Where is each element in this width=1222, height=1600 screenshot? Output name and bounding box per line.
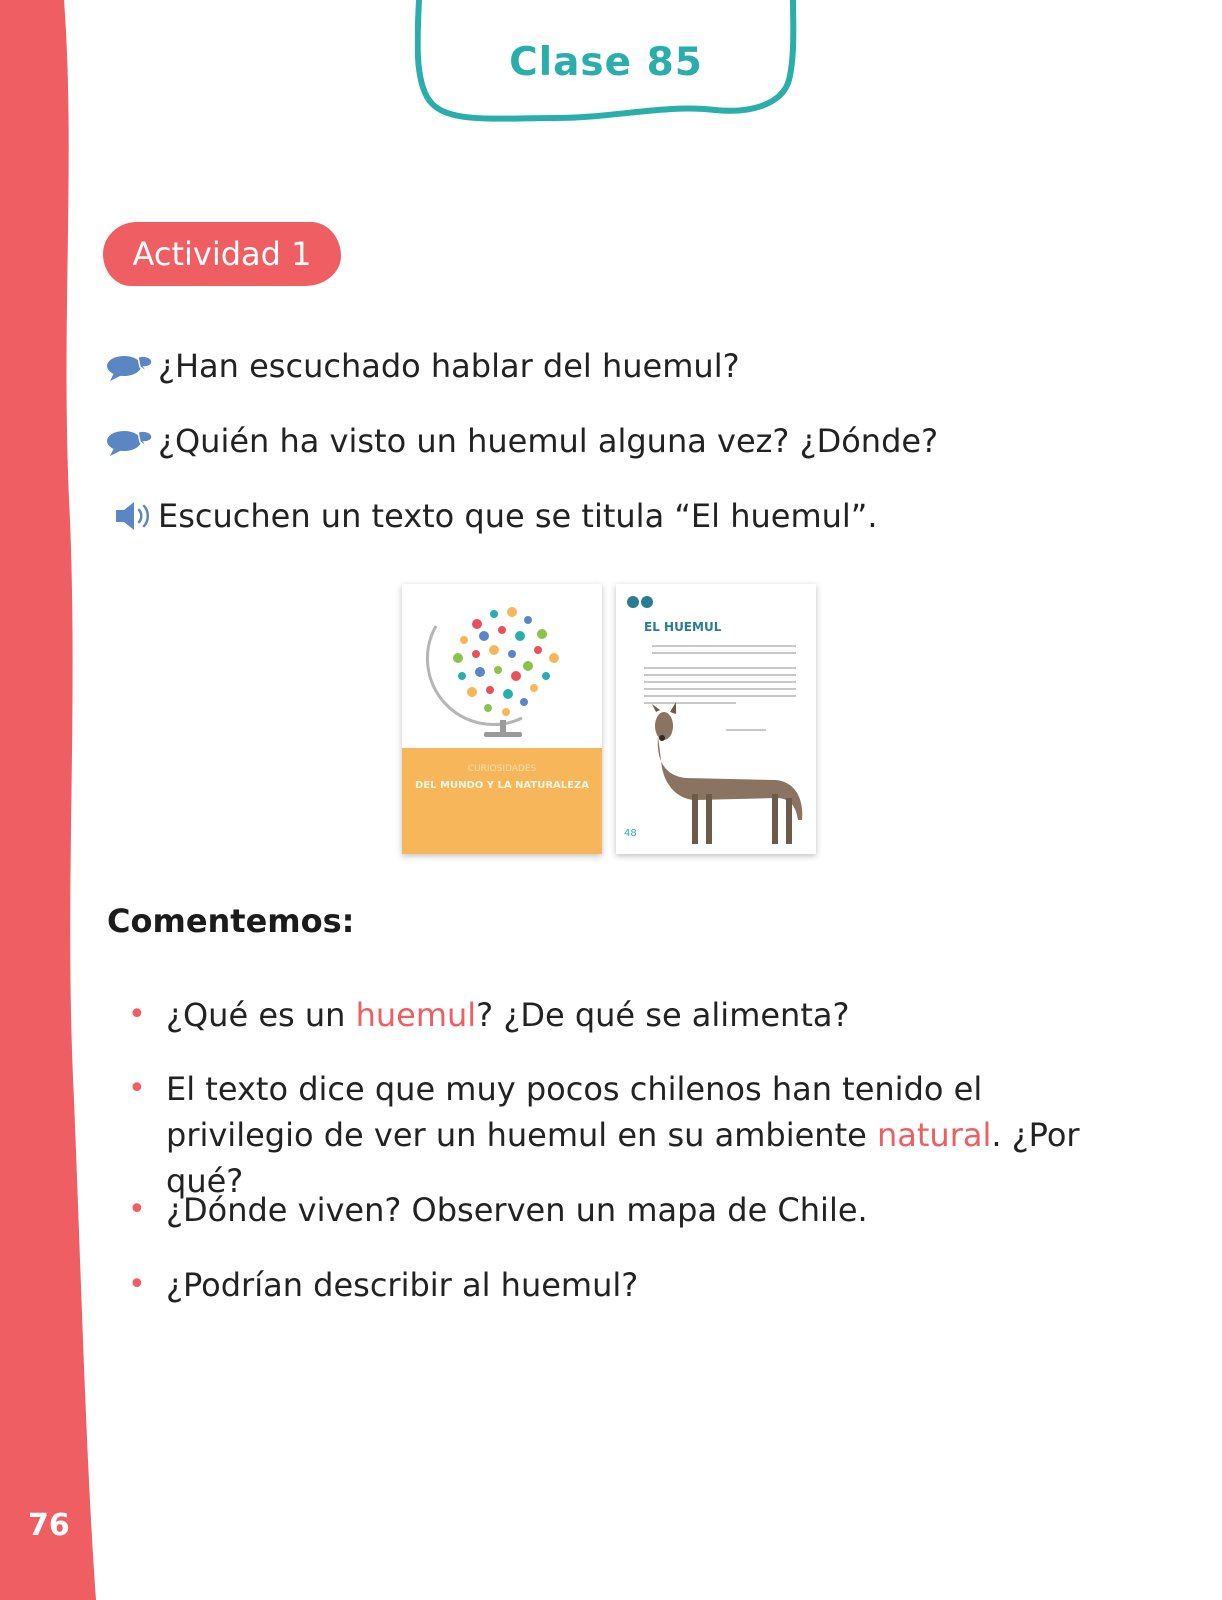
speech-bubbles-icon — [106, 346, 158, 386]
bullet-text: ¿Dónde viven? Observen un mapa de Chile. — [166, 1191, 868, 1229]
list-item — [128, 1262, 1128, 1308]
prompt-row — [106, 341, 740, 391]
bullet-dot: • — [128, 997, 146, 1032]
list-item — [128, 992, 1128, 1038]
bullet-text: El texto dice que muy pocos chilenos han tenido el privilegio de ver un huemul en su ambiente natural. ¿Por qué? — [166, 1070, 1080, 1200]
cover-subtitle: CURIOSIDADES — [467, 764, 537, 774]
globe-illustration-icon — [402, 584, 602, 748]
class-title: Clase 85 — [509, 40, 703, 85]
speech-bubbles-icon — [106, 421, 158, 461]
book-page-number: 48 — [624, 828, 637, 839]
speaker-icon — [106, 496, 158, 536]
prompt-text: ¿Quién ha visto un huemul alguna vez? ¿Dónde? — [158, 422, 939, 460]
section-heading: Comentemos: — [107, 902, 355, 940]
list-item — [128, 1066, 1128, 1204]
activity-badge: Actividad 1 — [103, 222, 341, 286]
deer-illustration-icon — [626, 702, 816, 852]
cover-title: DEL MUNDO Y LA NATURALEZA — [415, 780, 589, 791]
book-images — [402, 584, 810, 856]
highlighted-word: huemul — [355, 996, 477, 1034]
prompt-row — [106, 491, 878, 541]
book-page-heading: EL HUEMUL — [644, 620, 722, 634]
page-number: 76 — [28, 1508, 70, 1543]
book-cover-image — [402, 584, 602, 854]
bullet-dot: • — [128, 1192, 146, 1227]
prompt-text: Escuchen un texto que se titula “El huemul”. — [158, 497, 878, 535]
left-sidebar-decoration — [0, 0, 110, 1600]
book-page-icons — [626, 594, 656, 610]
bullet-text: ¿Podrían describir al huemul? — [166, 1266, 639, 1304]
bullet-dot: • — [128, 1071, 146, 1106]
prompt-row — [106, 416, 938, 466]
bullet-dot: • — [128, 1267, 146, 1302]
bullet-text: ¿Qué es un huemul? ¿De qué se alimenta? — [166, 996, 850, 1034]
prompt-text: ¿Han escuchado hablar del huemul? — [158, 347, 740, 385]
book-page-image — [616, 584, 816, 854]
highlighted-word: natural — [876, 1116, 992, 1154]
list-item — [128, 1187, 1128, 1233]
